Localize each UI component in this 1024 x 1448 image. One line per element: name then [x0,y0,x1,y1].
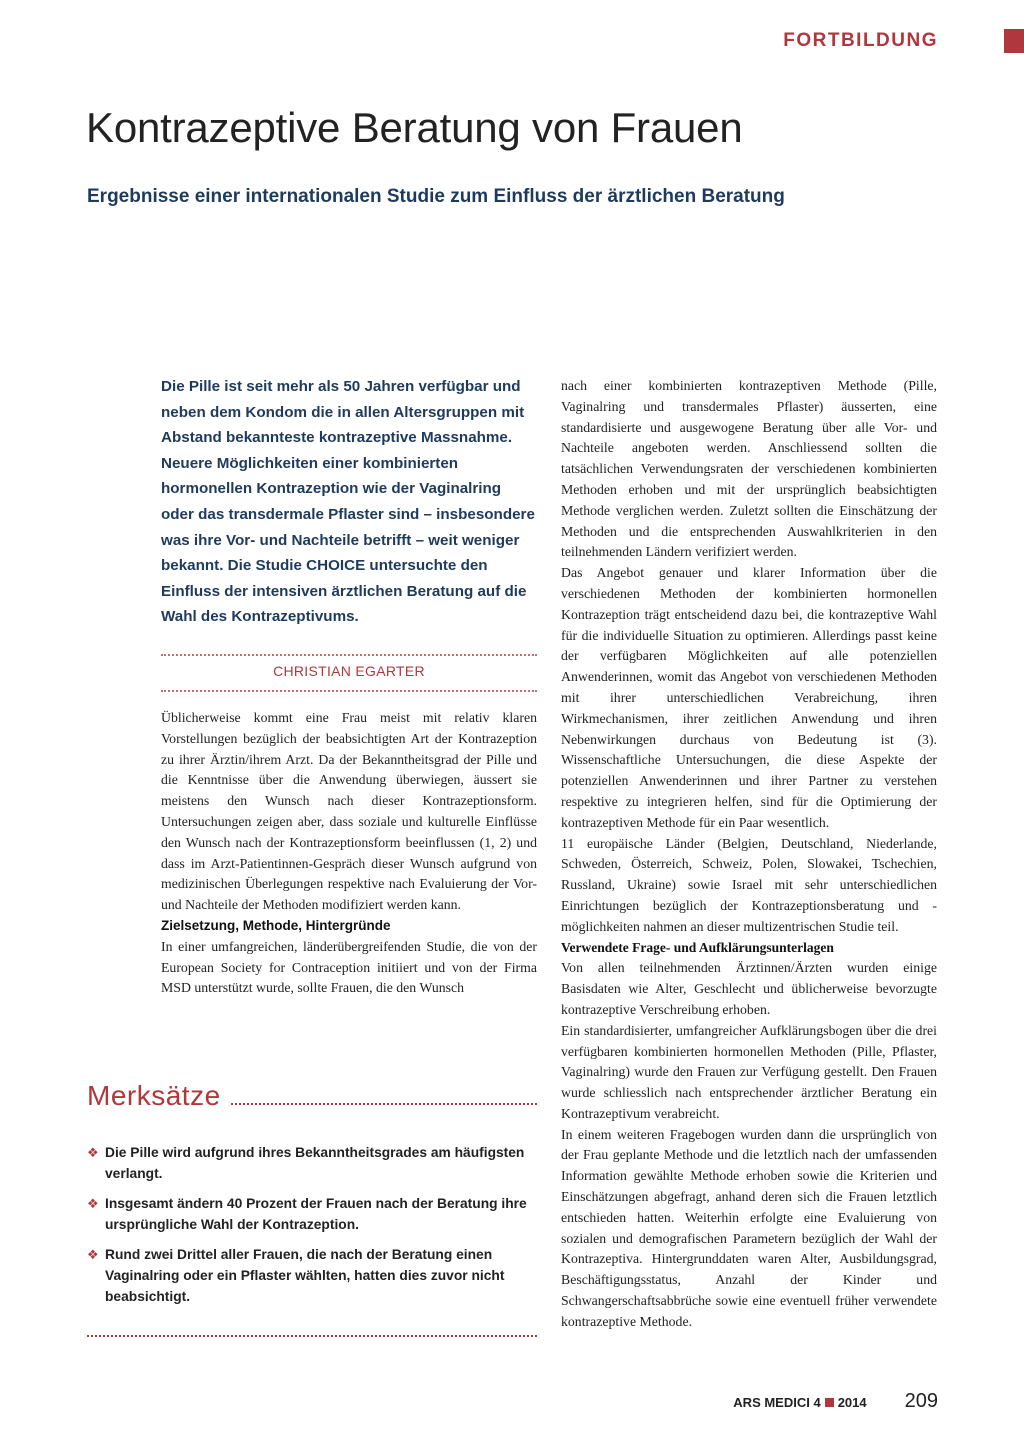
dotted-rule [231,1103,537,1105]
footer-separator [825,1398,834,1407]
dotted-rule [87,1335,537,1337]
article-subtitle: Ergebnisse einer internationalen Studie zum Einfluss der ärztlichen Beratung [87,186,785,207]
list-item [87,1244,537,1307]
body-paragraph: Das Angebot genauer und klarer Information über die verschiedenen Methoden der kombinierten hormonellen Kontrazeption trägt entscheidend dazu bei, die kontrazeptive Wahl für die individuelle Situation zu optimieren. Allerdings passt keine der verfügbaren Möglichkeiten auf alle potenziellen Anwenderinnen, womit das Angebot von verschiedenen Methoden mit ihrer unterschiedlichen Verabreichung, ihren Wirkmechanismen, ihrer zeitlichen Anwendung und ihren Nebenwirkungen durchaus von Bedeutung ist (3). Wissenschaftliche Untersuchungen, die diese Aspekte der potenziellen Anwenderinnen und ihrer Partner zu verstehen respektive zu integrieren helfen, sind für die Optimierung der kontrazeptiven Methode für ein Paar wesentlich. [561,565,937,830]
body-paragraph: Üblicherweise kommt eine Frau meist mit relativ klaren Vorstellungen bezüglich der beabsichtigten Art der Kontrazeption zu ihrer Ärztin/ihrem Arzt. Da der Bekanntheitsgrad der Pille und die Kenntnisse über die Anwendung überwiegen, äussert sie meistens den Wunsch nach dieser Kontrazeptionsform. Untersuchungen zeigen aber, dass soziale und kulturelle Einflüsse den Wunsch nach der Kontrazeptionsform beeinflussen (1, 2) und dass im Arzt-Patientinnen-Gespräch dieser Wunsch aufgrund von medizinischen Überlegungen respektive nach Evaluierung der Vor- und Nachteile der Methoden modifiziert werden kann. [161,710,537,913]
body-paragraph: Ein standardisierter, umfangreicher Aufklärungsbogen über die drei verfügbaren kombinierten hormonellen Methoden (Pille, Pflaster, Vaginalring) wurde den Frauen zur Verfügung gestellt. Den Frauen wurde schliesslich nach entsprechender ärztlicher Beratung ein Kontrazeptivum verabreicht. [561,1022,937,1121]
section-heading: Zielsetzung, Methode, Hintergründe [161,917,391,933]
diamond-bullet-icon: ❖ [87,1247,99,1262]
diamond-bullet-icon: ❖ [87,1196,99,1211]
left-column [161,708,537,999]
body-paragraph: In einem weiteren Fragebogen wurden dann die ursprünglich von der Frau geplante Methode und die letztlich nach der umfassenden Information gewählte Methode erhoben sowie die Kriterien und Einschätzungen abgefragt, anhand deren sich die Frauen letztlich entschieden hatten. Weiterhin erfolgte eine Evaluierung von sozialen und demografischen Parametern bezüglich der Wahl der Kontrazeptiva. Hintergrunddaten waren Alter, Ausbildungsgrad, Beschäftigungsstatus, Anzahl der Kinder und Schwangerschaftsabbrüche sowie eine eventuell früher verwendete kontrazeptive Methode. [561,1126,937,1329]
list-item-text: Die Pille wird aufgrund ihres Bekanntheitsgrades am häufigsten verlangt. [105,1145,525,1181]
journal-name: ARS MEDICI 4 [733,1395,821,1410]
merksaetze-title: Merksätze [87,1080,221,1111]
page-number: 209 [904,1390,938,1412]
list-item-text: Insgesamt ändern 40 Prozent der Frauen nach der Beratung ihre ursprüngliche Wahl der Kontrazeption. [105,1196,527,1232]
section-marker [1004,29,1024,53]
diamond-bullet-icon: ❖ [87,1145,99,1160]
page-footer [733,1390,938,1413]
merksaetze-list [87,1142,537,1316]
list-item [87,1142,537,1184]
section-label: FORTBILDUNG [783,30,938,51]
right-column [561,376,937,1333]
author-byline: CHRISTIAN EGARTER [161,654,537,692]
body-paragraph: nach einer kombinierten kontrazeptiven Methode (Pille, Vaginalring und transdermales Pflaster) äusserten, eine standardisierte und ausgewogene Beratung über alle Vor- und Nachteile angeboten werden. Anschliessend sollten die tatsächlichen Verwendungsraten der verschiedenen kombinierten Methoden erhoben und mit der ursprünglich beabsichtigten Methode verglichen werden. Zuletzt sollten die Einschätzung der Methoden und die entsprechenden Auswahlkriterien in den teilnehmenden Ländern verifiziert werden. [561,378,937,560]
section-heading: Verwendete Frage- und Aufklärungsunterlagen [561,939,834,955]
journal-year: 2014 [837,1395,867,1410]
body-paragraph: Von allen teilnehmenden Ärztinnen/Ärzten wurden einige Basisdaten wie Alter, Geschlecht und üblicherweise bevorzugte kontrazeptive Verschreibung erhoben. [561,960,937,1017]
list-item [87,1193,537,1235]
article-title: Kontrazeptive Beratung von Frauen [86,104,743,151]
lead-text [161,374,537,630]
merksaetze-header [87,1080,537,1112]
body-paragraph: 11 europäische Länder (Belgien, Deutschland, Niederlande, Schweden, Österreich, Schweiz, Polen, Slowakei, Tschechien, Russland, Ukraine) sowie Israel mit sehr unterschiedlichen Einrichtungen bezüglich der Kontrazeptionsberatung und -möglichkeiten nahmen an dieser multizentrischen Studie teil. [561,835,937,934]
lead-paragraph: Die Pille ist seit mehr als 50 Jahren verfügbar und neben dem Kondom die in allen Altersgruppen mit Abstand bekannteste kontrazeptive Massnahme. Neuere Möglichkeiten einer kombinierten hormonellen Kontrazeption wie der Vaginalring oder das transdermale Pflaster sind – insbesondere was ihre Vor- und Nachteile betrifft – weit weniger bekannt. Die Studie CHOICE untersuchte den Einfluss der intensiven ärztlichen Beratung auf die Wahl des Kontrazeptivums. [161,378,535,626]
list-item-text: Rund zwei Drittel aller Frauen, die nach der Beratung einen Vaginalring oder ein Pflaster wählten, hatten dies zuvor nicht beabsichtigt. [105,1247,505,1304]
body-paragraph: In einer umfangreichen, länderübergreifenden Studie, die von der European Society for Contraception initiiert und von der Firma MSD unterstützt wurde, sollte Frauen, die den Wunsch [161,938,537,996]
